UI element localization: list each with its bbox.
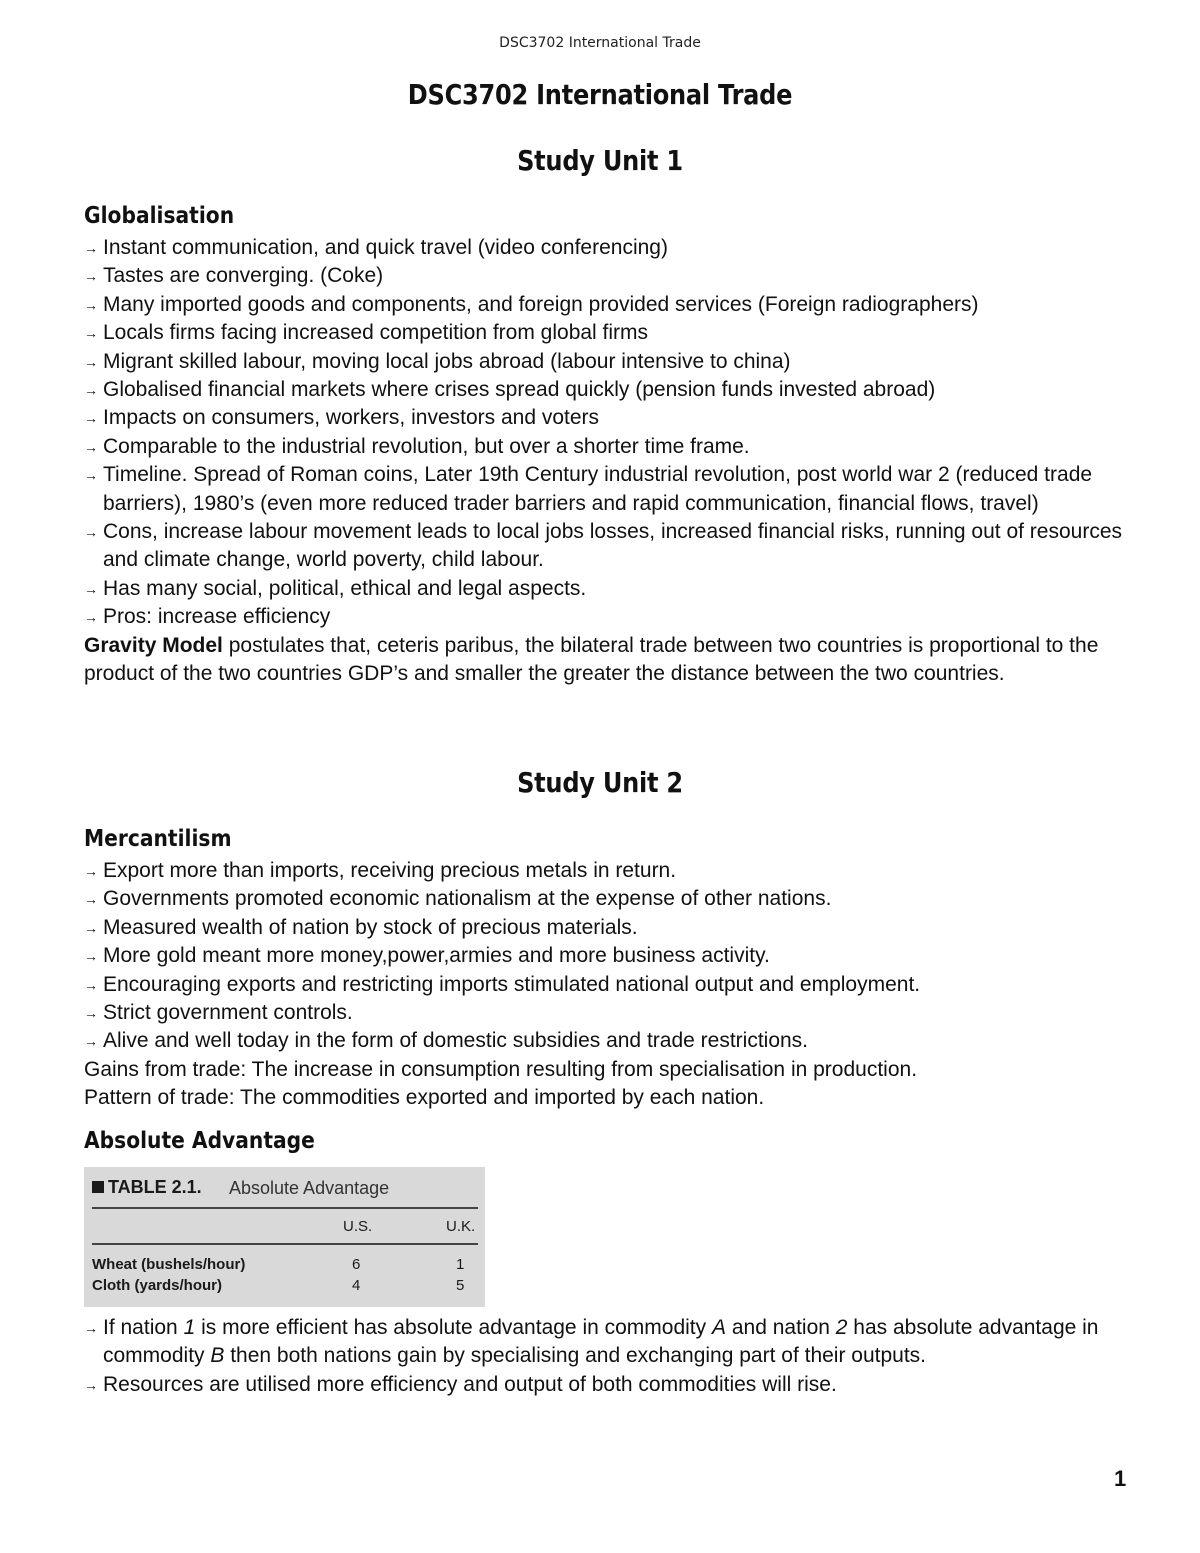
arrow-icon: → [84, 382, 98, 399]
square-bullet-icon [92, 1181, 104, 1193]
arrow-icon: → [84, 296, 98, 313]
arrow-icon: → [84, 410, 98, 427]
list-item: → Impacts on consumers, workers, investors and voters [84, 404, 1144, 432]
arrow-icon: → [84, 609, 98, 626]
arrow-icon: → [84, 1320, 98, 1336]
pattern-of-trade-definition: Pattern of trade: The commodities exported and imported by each nation. [84, 1086, 765, 1110]
table-label: TABLE 2.1. [92, 1177, 202, 1198]
arrow-icon: → [84, 863, 98, 879]
cell-cloth-us: 4 [352, 1277, 361, 1294]
list-item: → Resources are utilised more efficiency and output of both commodities will rise. [84, 1371, 1144, 1399]
cell-cloth-uk: 5 [456, 1277, 465, 1294]
arrow-icon: → [84, 240, 98, 256]
arrow-icon: → [84, 325, 98, 342]
globalisation-content [84, 234, 1144, 689]
list-item: → Measured wealth of nation by stock of precious materials. [84, 914, 1144, 942]
arrow-icon: → [84, 524, 98, 541]
list-item: → Comparable to the industrial revolution, but over a shorter time frame. [84, 433, 1144, 461]
gains-from-trade-definition: Gains from trade: The increase in consumption resulting from specialisation in production. [84, 1057, 918, 1081]
mercantilism-content [84, 857, 1144, 1113]
arrow-icon: → [84, 1376, 98, 1393]
list-item: → Cons, increase labour movement leads to local jobs losses, increased financial risks, running out of resources and climate change, world poverty, child labour. [84, 520, 1123, 572]
column-header-uk: U.K. [446, 1218, 476, 1235]
list-item: → Many imported goods and components, and foreign provided services (Foreign radiographers) [84, 291, 1144, 319]
absolute-advantage-content [84, 1314, 1144, 1399]
column-header-us: U.S. [343, 1218, 373, 1235]
arrow-icon: → [84, 919, 98, 936]
arrow-icon: → [84, 891, 98, 908]
list-item: → Globalised financial markets where crises spread quickly (pension funds invested abroad) [84, 376, 1144, 404]
list-item: → Strict government controls. [84, 999, 1144, 1027]
running-header: DSC3702 International Trade [499, 35, 701, 51]
arrow-icon: → [84, 580, 98, 597]
list-item: → Governments promoted economic nationalism at the expense of other nations. [84, 885, 1144, 913]
cell-wheat-us: 6 [352, 1256, 361, 1273]
gravity-model-paragraph: Gravity Model postulates that, ceteris paribus, the bilateral trade between two countries is proportional to the product of the two countries GDP’s and smaller the greater the distance between the two countries. [84, 633, 1099, 686]
arrow-icon: → [84, 353, 98, 370]
arrow-icon: → [84, 1033, 98, 1050]
list-item: → Tastes are converging. (Coke) [84, 262, 1144, 290]
arrow-icon: → [84, 438, 98, 455]
row-label-cloth: Cloth (yards/hour) [92, 1277, 222, 1294]
list-item: → Timeline. Spread of Roman coins, Later 19th Century industrial revolution, post world war 2 (reduced trade barriers), 1980’s (even more reduced trader barriers and rapid communication, financial flows, travel) [84, 463, 1093, 515]
list-item: → More gold meant more money,power,armies and more business activity. [84, 942, 1144, 970]
arrow-icon: → [84, 467, 98, 484]
arrow-icon: → [84, 1005, 98, 1022]
arrow-icon: → [84, 948, 98, 965]
cell-wheat-uk: 1 [456, 1256, 465, 1273]
arrow-icon: → [84, 268, 98, 285]
list-item: → Instant communication, and quick travel (video conferencing) [84, 234, 1144, 262]
table-divider [92, 1207, 478, 1209]
list-item: → Migrant skilled labour, moving local jobs abroad (labour intensive to china) [84, 348, 1144, 376]
mercantilism-heading: Mercantilism [84, 826, 232, 852]
absolute-advantage-table-image [84, 1167, 485, 1307]
list-item: → Alive and well today in the form of domestic subsidies and trade restrictions. [84, 1027, 1144, 1055]
list-item: → Pros: increase efficiency [84, 603, 1144, 631]
list-item: → Locals firms facing increased competition from global firms [84, 319, 1144, 347]
table-divider [92, 1243, 478, 1245]
table-title: Absolute Advantage [229, 1178, 390, 1198]
globalisation-heading: Globalisation [84, 203, 235, 229]
absolute-advantage-heading: Absolute Advantage [84, 1128, 315, 1154]
list-item: → Encouraging exports and restricting imports stimulated national output and employment. [84, 971, 1144, 999]
arrow-icon: → [84, 976, 98, 993]
study-unit-2-title: Study Unit 2 [517, 766, 683, 799]
page-number: 1 [1114, 1466, 1127, 1491]
study-unit-1-title: Study Unit 1 [517, 144, 683, 177]
list-item: → If nation 1 is more efficient has absolute advantage in commodity A and nation 2 has absolute advantage in commodity B then both nations gain by specialising and exchanging part of their outputs. [84, 1316, 1099, 1368]
document-title: DSC3702 International Trade [407, 78, 793, 111]
row-label-wheat: Wheat (bushels/hour) [92, 1256, 246, 1273]
list-item: → Export more than imports, receiving precious metals in return. [84, 857, 1144, 885]
gravity-model-term: Gravity Model [84, 633, 223, 657]
list-item: → Has many social, political, ethical and legal aspects. [84, 575, 1144, 603]
